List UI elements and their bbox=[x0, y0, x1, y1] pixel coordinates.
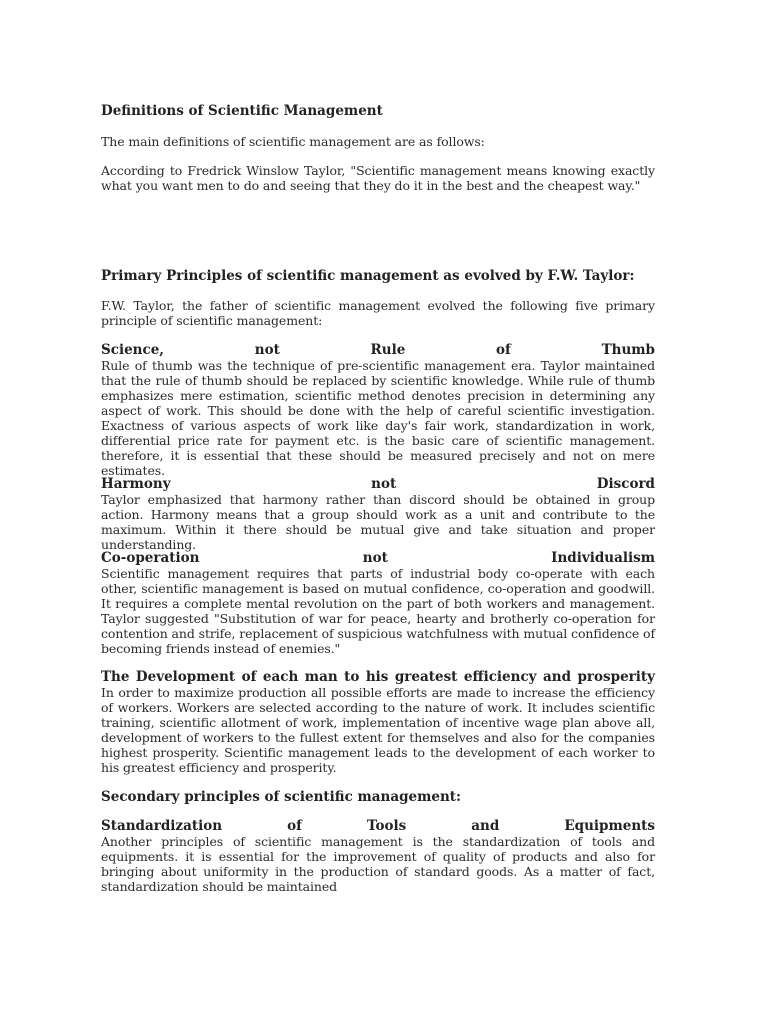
secondary-principles-heading: Secondary principles of scientific management: bbox=[101, 789, 462, 805]
primary-principles-intro: F.W. Taylor, the father of scientific management evolved the following five primary principle of scientific management: bbox=[101, 298, 655, 328]
section-heading-science: Science, not Rule of Thumb bbox=[101, 342, 655, 358]
section-body-development: In order to maximize production all possible efforts are made to increase the efficiency of workers. Workers are selected according to the nature of work. It includes scientific training, scientific allotment of work, implementation of incentive wage plan above all, development of workers to the fullest extent for themselves and also for the companies highest prosperity. Scientific management leads to the development of each worker to his greatest efficiency and prosperity. bbox=[101, 685, 655, 775]
taylor-definition: According to Fredrick Winslow Taylor, "Scientific management means knowing exactly what you want men to do and seeing that they do it in the best and the cheapest way." bbox=[101, 163, 655, 193]
page-title: Definitions of Scientific Management bbox=[101, 103, 383, 119]
section-body-science: Rule of thumb was the technique of pre-scientific management era. Taylor maintained that the rule of thumb should be replaced by scientific knowledge. While rule of thumb emphasizes mere estimation, scientific method denotes precision in determining any aspect of work. This should be done with the help of careful scientific investigation. Exactness of various aspects of work like day's fair work, standardization in work, differential price rate for payment etc. is the basic care of scientific management. therefore, it is essential that these should be measured precisely and not on mere estimates. bbox=[101, 358, 655, 478]
section-body-harmony: Taylor emphasized that harmony rather than discord should be obtained in group action. Harmony means that a group should work as a unit and contribute to the maximum. Within it there should be mutual give and take situation and proper understanding. bbox=[101, 492, 655, 552]
section-heading-harmony: Harmony not Discord bbox=[101, 476, 655, 492]
section-body-cooperation: Scientific management requires that parts of industrial body co-operate with each other, scientific management is based on mutual confidence, co-operation and goodwill. It requires a complete mental revolution on the part of both workers and management. Taylor suggested "Substitution of war for peace, hearty and brotherly co-operation for contention and strife, replacement of suspicious watchfulness with mutual confidence of becoming friends instead of enemies." bbox=[101, 566, 655, 656]
section-heading-development: The Development of each man to his greatest efficiency and prosperity bbox=[101, 669, 655, 685]
section-body-standardization: Another principles of scientific management is the standardization of tools and equipments. it is essential for the improvement of quality of products and also for bringing about uniformity in the production of standard goods. As a matter of fact, standardization should be maintained bbox=[101, 834, 655, 894]
intro-text: The main definitions of scientific management are as follows: bbox=[101, 134, 485, 149]
primary-principles-heading: Primary Principles of scientific management as evolved by F.W. Taylor: bbox=[101, 268, 635, 284]
section-heading-cooperation: Co-operation not Individualism bbox=[101, 550, 655, 566]
section-heading-standardization: Standardization of Tools and Equipments bbox=[101, 818, 655, 834]
